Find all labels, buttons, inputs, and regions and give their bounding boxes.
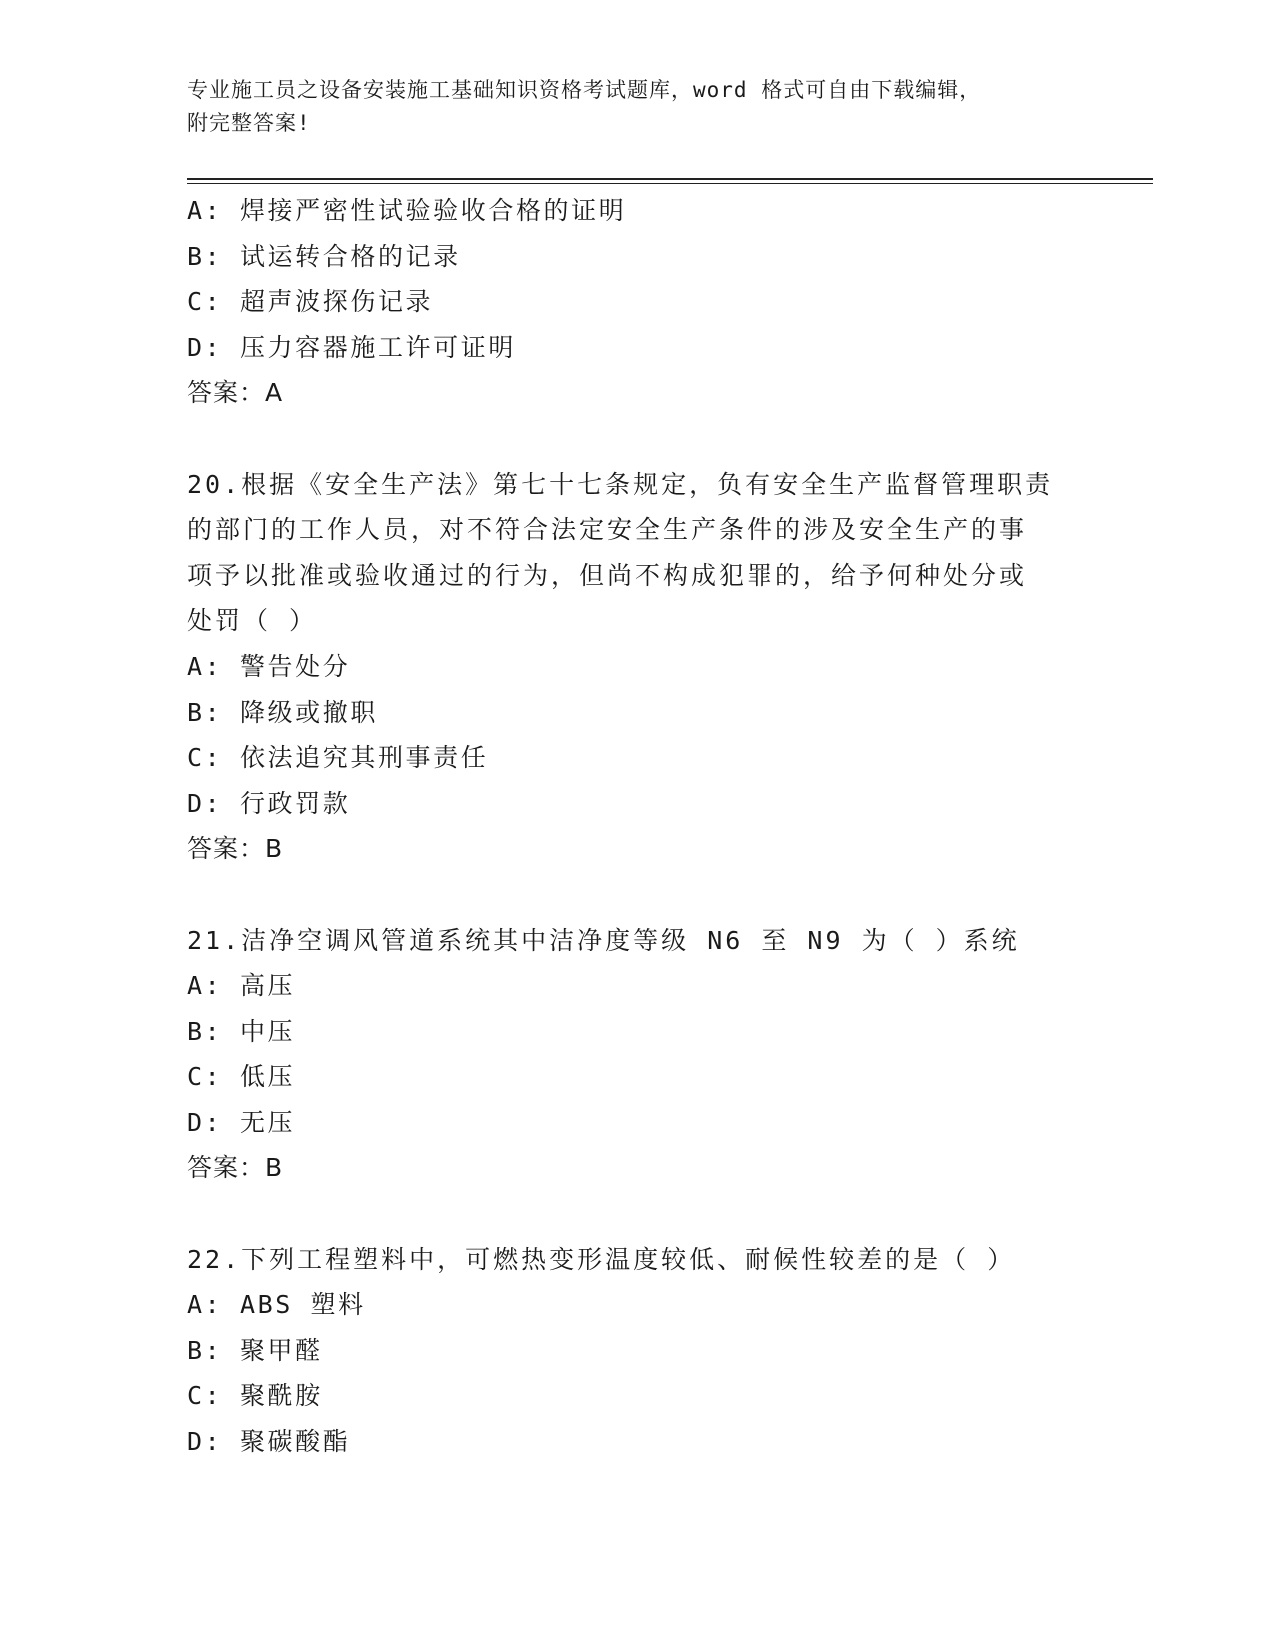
option-a: A: 警告处分: [187, 651, 351, 681]
option-d: D: 聚碳酸酯: [187, 1427, 351, 1457]
header-line-2: 附完整答案!: [187, 111, 311, 135]
question-21: [187, 918, 1087, 1192]
document-header: [187, 74, 1087, 140]
question-22: [187, 1237, 1087, 1465]
option-c: C: 超声波探伤记录: [187, 287, 434, 317]
question-list: [187, 188, 1087, 1465]
header-line-1: 专业施工员之设备安装施工基础知识资格考试题库，word 格式可自由下载编辑，: [187, 78, 982, 102]
option-b: B: 聚甲醛: [187, 1335, 323, 1365]
question-stem: [187, 462, 1087, 644]
option-b: B: 中压: [187, 1016, 296, 1046]
question-stem: [187, 1237, 1087, 1283]
option-d: D: 无压: [187, 1107, 296, 1137]
header-divider-thick: [187, 178, 1153, 180]
option-d: D: 行政罚款: [187, 788, 351, 818]
option-a: A: 高压: [187, 971, 296, 1001]
option-a: A: 焊接严密性试验验收合格的证明: [187, 196, 627, 225]
stem-line: 22.下列工程塑料中，可燃热变形温度较低、耐候性较差的是（ ）: [187, 1244, 1016, 1274]
stem-line: 项予以批准或验收通过的行为，但尚不构成犯罪的，给予何种处分或: [187, 560, 1028, 590]
question-stem: [187, 918, 1087, 964]
option-b: B: 试运转合格的记录: [187, 241, 461, 271]
stem-line: 20.根据《安全生产法》第七十七条规定，负有安全生产监督管理职责: [187, 469, 1054, 499]
option-c: C: 聚酰胺: [187, 1381, 323, 1411]
header-divider-thin: [187, 183, 1153, 184]
question-20: [187, 462, 1087, 872]
option-c: C: 依法追究其刑事责任: [187, 743, 489, 773]
stem-line: 处罚（ ）: [187, 606, 318, 636]
spacer: [187, 872, 1087, 918]
answer: 答案：A: [187, 378, 284, 408]
spacer: [187, 1191, 1087, 1237]
option-c: C: 低压: [187, 1062, 296, 1092]
answer: 答案：B: [187, 834, 284, 864]
stem-line: 21.洁净空调风管道系统其中洁净度等级 N6 至 N9 为（ ）系统: [187, 925, 1020, 955]
stem-line: 的部门的工作人员，对不符合法定安全生产条件的涉及安全生产的事: [187, 515, 1028, 545]
option-d: D: 压力容器施工许可证明: [187, 332, 516, 362]
answer: 答案：B: [187, 1153, 284, 1183]
option-a: A: ABS 塑料: [187, 1290, 366, 1320]
spacer: [187, 416, 1087, 462]
option-b: B: 降级或撤职: [187, 697, 378, 727]
question-19: [187, 188, 1087, 416]
